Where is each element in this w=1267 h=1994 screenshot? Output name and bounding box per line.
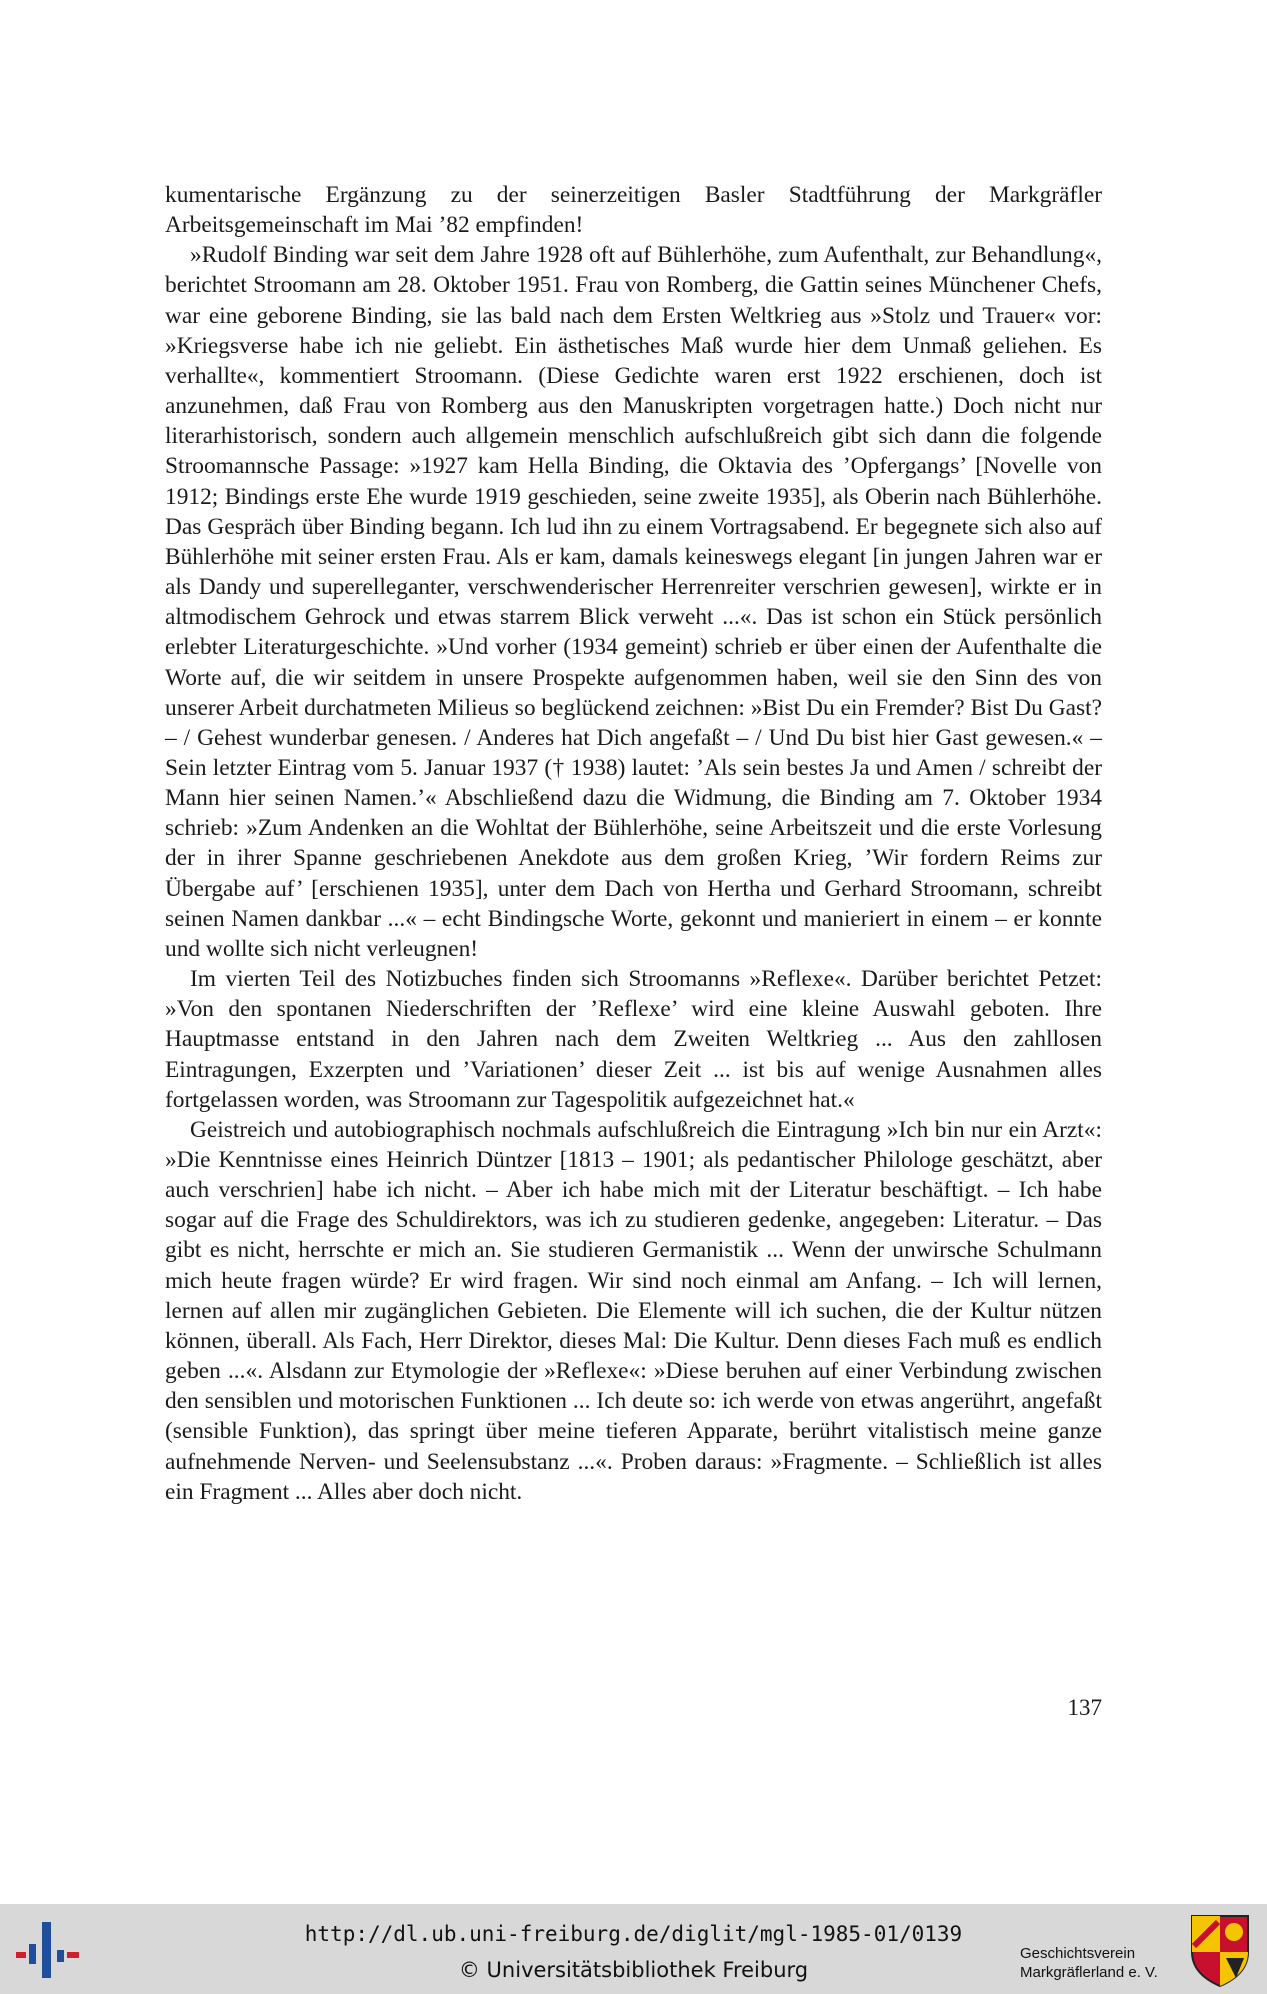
footer-copyright: © Universitätsbibliothek Freiburg [458, 1958, 809, 1982]
footer-org-line: Geschichtsverein [1020, 1945, 1136, 1962]
page-body [165, 180, 1102, 1507]
footer-organization [1020, 1944, 1180, 1982]
paragraph: Geistreich und autobiographisch nochmals aufschlußreich die Eintragung »Ich bin nur ein Arzt«: »Die Kenntnisse eines Heinrich Düntzer [1813 – 1901; als pedantischer Philologe geschätzt, aber auch verschrien] habe ich nicht. – Aber ich habe mich mit der Literatur beschäftigt. – Ich habe sogar auf die Frage des Schuldirektors, was ich zu studieren gedenke, angegeben: Literatur. – Das gibt es nicht, herrschte er mich an. Sie studieren Germanistik ... Wenn der unwirsche Schulmann mich heute fragen würde? Er wird fragen. Wir sind noch einmal am Anfang. – Ich will lernen, lernen auf allen mir zugänglichen Gebieten. Die Elemente will ich suchen, die der Kultur nützen können, überall. Als Fach, Herr Direktor, dieses Mal: Die Kultur. Denn dieses Fach muß es endlich geben ...«. Alsdann zur Etymologie der »Reflexe«: »Diese beruhen auf einer Verbindung zwischen den sensiblen und motorischen Funktionen ... Ich deute so: ich werde von etwas angerührt, angefaßt (sensible Funktion), das springt über meine tieferen Apparate, berührt vitalistisch meine ganze aufnehmende Nerven- und Seelensubstanz ...«. Proben daraus: »Fragmente. – Schließlich ist alles ein Fragment ... Alles aber doch nicht. [165, 1116, 1102, 1505]
paragraph: kumentarische Ergänzung zu der seinerzeitigen Basler Stadtführung der Markgräfler Arbeitsgemeinschaft im Mai ’82 empfinden! [165, 182, 1102, 239]
coat-of-arms-icon [1188, 1912, 1252, 1988]
footer-org-line: Markgräflerland e. V. [1020, 1964, 1158, 1981]
paragraph: Im vierten Teil des Notizbuches finden sich Stroomanns »Reflexe«. Darüber berichtet Petzet: »Von den spontanen Niederschriften der ’Reflexe’ wird eine kleine Auswahl geboten. Ihre Hauptmasse entstand in den Jahren nach dem Zweiten Weltkrieg ... Aus den zahllosen Eintragungen, Exzerpten und ’Variationen’ dieser Zeit ... ist bis auf wenige Ausnahmen alles fortgelassen worden, was Stroomann zur Tagespolitik aufgezeichnet hat.« [165, 966, 1102, 1113]
footer-url-link[interactable]: http://dl.ub.uni-freiburg.de/diglit/mgl-1985-01/0139 [304, 1922, 963, 1946]
paragraph: »Rudolf Binding war seit dem Jahre 1928 oft auf Bühlerhöhe, zum Aufenthalt, zur Behandlung«, berichtet Stroomann am 28. Oktober 1951. Frau von Romberg, die Gattin seines Münchener Chefs, war eine geborene Binding, sie las bald nach dem Ersten Weltkrieg aus »Stolz und Trauer« vor: »Kriegsverse habe ich nie geliebt. Ein ästhetisches Maß wurde hier dem Unmaß geliehen. Es verhallte«, kommentiert Stroomann. (Diese Gedichte waren erst 1922 erschienen, doch ist anzunehmen, daß Frau von Romberg aus den Manuskripten vorgetragen hatte.) Doch nicht nur literarhistorisch, sondern auch allgemein menschlich aufschlußreich gibt sich dann die folgende Stroomannsche Passage: »1927 kam Hella Binding, die Oktavia des ’Opfergangs’ [Novelle von 1912; Bindings erste Ehe wurde 1919 geschieden, seine zweite 1935], als Oberin nach Bühlerhöhe. Das Gespräch über Binding begann. Ich lud ihn zu einem Vortragsabend. Er begegnete sich also auf Bühlerhöhe mit seiner ersten Frau. Als er kam, damals keineswegs elegant [in jungen Jahren war er als Dandy und superelleganter, verschwenderischer Herrenreiter verschrien gewesen], wirkte er in altmodischem Gehrock und etwas starrem Blick verweht ...«. Das ist schon ein Stück persönlich erlebter Literaturgeschichte. »Und vorher (1934 gemeint) schrieb er über einen der Aufenthalte die Worte auf, die wir seitdem in unsere Prospekte aufgenommen haben, weil sie den Sinn des von unserer Arbeit durchatmeten Milieus so beglückend zeichnen: »Bist Du ein Fremder? Bist Du Gast? – / Gehest wunderbar genesen. / Anderes hat Dich angefaßt – / Und Du bist hier Gast gewesen.« – Sein letzter Eintrag vom 5. Januar 1937 († 1938) lautet: ’Als sein bestes Ja und Amen / schreibt der Mann hier seinen Namen.’« Abschließend dazu die Widmung, die Binding am 7. Oktober 1934 schrieb: »Zum Andenken an die Wohltat der Bühlerhöhe, seine Arbeitszeit und die erste Vorlesung der in ihrer Spanne geschriebenen Anekdote aus dem großen Krieg, ’Wir fordern Reims zur Übergabe auf’ [erschienen 1935], unter dem Dach von Hertha und Gerhard Stroomann, schreibt seinen Namen dankbar ...« – echt Bindingsche Worte, gekonnt und manieriert in einem – er konnte und wollte sich nicht verleugnen! [165, 242, 1102, 962]
footer-bar [0, 1904, 1267, 1994]
page-number: 137 [1067, 1695, 1102, 1720]
